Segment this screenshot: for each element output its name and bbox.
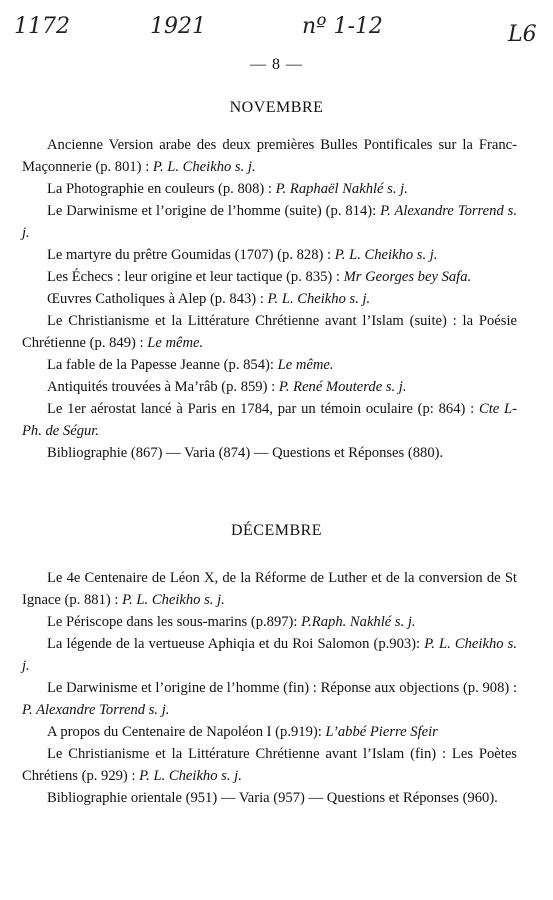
toc-entry <box>22 178 517 200</box>
entry-title: Bibliographie (867) — Varia (874) — Questions et Réponses (880). <box>47 445 444 461</box>
toc-entry <box>22 567 517 611</box>
entry-author: P. L. Cheikho s. j. <box>267 291 371 307</box>
toc-entry <box>22 266 517 288</box>
entry-author: P. L. Cheikho s. j. <box>139 768 242 784</box>
entry-title: Les Échecs : leur origine et leur tactique (p. 835) : <box>47 269 344 285</box>
entry-author: P. L. Cheikho s. j. <box>152 159 256 175</box>
entry-title: Le Christianisme et la Littérature Chrétienne avant l’Islam (suite) : la Poésie Chrétienne (p. 849) : <box>22 313 517 351</box>
entry-author: Le même. <box>277 357 334 373</box>
entry-list-decembre <box>22 567 517 809</box>
toc-entry <box>22 442 517 464</box>
entry-title: Le Darwinisme et l’origine de l’homme (fin) : Réponse aux objections (p. 908) : <box>47 680 517 696</box>
entry-author: L’abbé Pierre Sfeir <box>325 724 438 740</box>
toc-entry <box>22 244 517 266</box>
entry-author: P. René Mouterde s. j. <box>278 379 407 395</box>
toc-entry <box>22 398 517 442</box>
entry-author: Mr Georges bey Safa. <box>343 269 472 285</box>
entry-title: La fable de la Papesse Jeanne (p. 854): <box>47 357 278 373</box>
entry-title: Œuvres Catholiques à Alep (p. 843) : <box>47 291 268 307</box>
entry-title: Ancienne Version arabe des deux premières Bulles Pontificales sur la Franc-Maçonnerie (p. 801) : <box>22 137 517 175</box>
toc-entry <box>22 611 517 633</box>
entry-author: P. L. Cheikho s. j. <box>22 636 517 674</box>
entry-title: A propos du Centenaire de Napoléon I (p.919): <box>47 724 326 740</box>
entry-title: Le martyre du prêtre Goumidas (1707) (p. 828) : <box>47 247 335 263</box>
toc-entry <box>22 721 517 743</box>
toc-entry <box>22 376 517 398</box>
toc-entry <box>22 310 517 354</box>
toc-entry <box>22 354 517 376</box>
entry-list-novembre <box>22 134 517 464</box>
page-number: — 8 — <box>250 56 303 73</box>
toc-entry <box>22 633 517 677</box>
entry-title: Le Christianisme et la Littérature Chrétienne avant l’Islam (fin) : Les Poètes Chrétiens (p. 929) : <box>22 746 517 784</box>
toc-entry <box>22 787 517 809</box>
entry-title: Bibliographie orientale (951) — Varia (957) — Questions et Réponses (960). <box>47 790 498 806</box>
handwritten-note-1: 1172 <box>14 14 70 39</box>
entry-title: La légende de la vertueuse Aphiqia et du Roi Salomon (p.903): <box>47 636 425 652</box>
entry-title: Le Darwinisme et l’origine de l’homme (suite) (p. 814): <box>47 203 381 219</box>
entry-author: P. Alexandre Torrend s. j. <box>22 203 517 241</box>
entry-title: Le Périscope dans les sous-marins (p.897): <box>47 614 302 630</box>
section-title-novembre: NOVEMBRE <box>229 99 324 116</box>
section-title-decembre: DÉCEMBRE <box>230 522 323 539</box>
entry-author: P. L. Cheikho s. j. <box>122 592 225 608</box>
entry-author: P.Raph. Nakhlé s. j. <box>301 614 416 630</box>
toc-entry <box>22 134 517 178</box>
entry-author: Le même. <box>147 335 204 351</box>
entry-author: P. Raphaël Nakhlé s. j. <box>275 181 408 197</box>
entry-title: Le 1er aérostat lancé à Paris en 1784, par un témoin oculaire (p: 864) : <box>47 401 479 417</box>
handwritten-note-2: 1921 <box>150 14 206 39</box>
toc-entry <box>22 743 517 787</box>
entry-author: P. Alexandre Torrend s. j. <box>22 702 170 718</box>
entry-title: Le 4e Centenaire de Léon X, de la Réforme de Luther et de la conversion de St Ignace (p. 881) : <box>22 570 517 608</box>
entry-author: Cte L-Ph. de Ségur. <box>22 401 517 439</box>
toc-entry <box>22 200 517 244</box>
entry-title: Antiquités trouvées à Ma’râb (p. 859) : <box>47 379 279 395</box>
toc-entry <box>22 677 517 721</box>
handwritten-note-3: nº 1-12 <box>302 14 383 39</box>
toc-entry <box>22 288 517 310</box>
entry-author: P. L. Cheikho s. j. <box>334 247 438 263</box>
entry-title: La Photographie en couleurs (p. 808) : <box>47 181 276 197</box>
handwritten-note-4: L6 <box>508 22 537 47</box>
